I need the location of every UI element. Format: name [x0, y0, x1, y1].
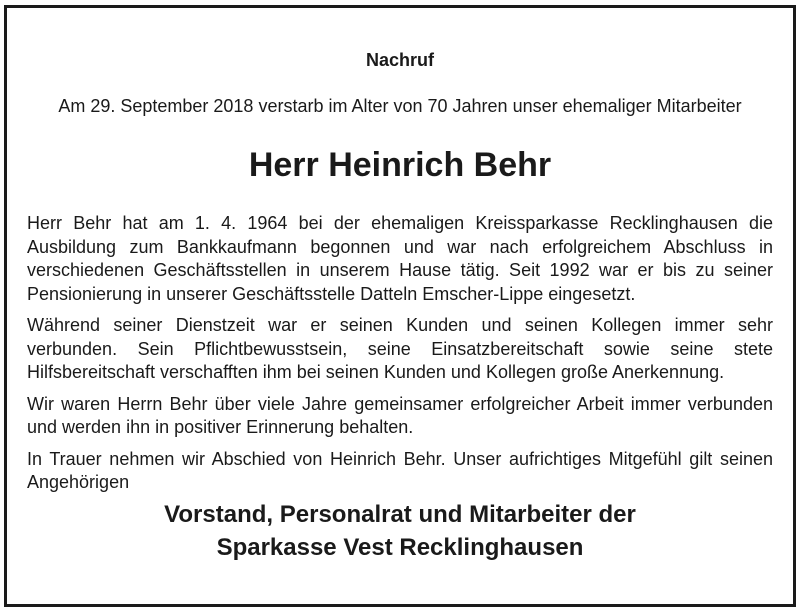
deceased-name: Herr Heinrich Behr: [248, 146, 552, 184]
body-paragraph-service: Während seiner Dienstzeit war er seinen Kunden und seinen Kollegen immer sehr verbunden. Sein Pflichtbewusstsein, seine Einsatzbereitschaft sowie seine stete Hilfsbereitschaft verschafften ihm bei seinen Kunden und Kollegen große Anerkennung.: [27, 315, 773, 382]
body-paragraph-condolence: In Trauer nehmen wir Abschied von Heinrich Behr. Unser aufrichtiges Mitgefühl gilt seinen Angehörigen: [27, 448, 773, 492]
body-paragraph-career: Herr Behr hat am 1. 4. 1964 bei der ehemaligen Kreissparkasse Recklinghausen die Ausbildung zum Bankkaufmann begonnen und war nach erfolgreichem Abschluss in verschiedenen Geschäftsstellen in unserem Hause tätig. Seit 1992 war er bis zu seiner Pensionierung in unserer Geschäftsstelle Datteln Emscher-Lippe eingesetzt.: [27, 213, 773, 304]
body-paragraph-gratitude: Wir waren Herrn Behr über viele Jahre gemeinsamer erfolgreicher Arbeit immer verbunden und werden ihn in positiver Erinnerung behalten.: [27, 393, 773, 437]
signature-line: Vorstand, Personalrat und Mitarbeiter der: [164, 501, 636, 528]
signature-block: [0, 498, 800, 564]
signature-line: Sparkasse Vest Recklinghausen: [216, 534, 584, 561]
notice-heading: Nachruf: [365, 50, 434, 70]
notice-intro: Am 29. September 2018 verstarb im Alter von 70 Jahren unser ehemaliger Mitarbeiter: [58, 96, 742, 116]
notice-body: [27, 212, 773, 503]
